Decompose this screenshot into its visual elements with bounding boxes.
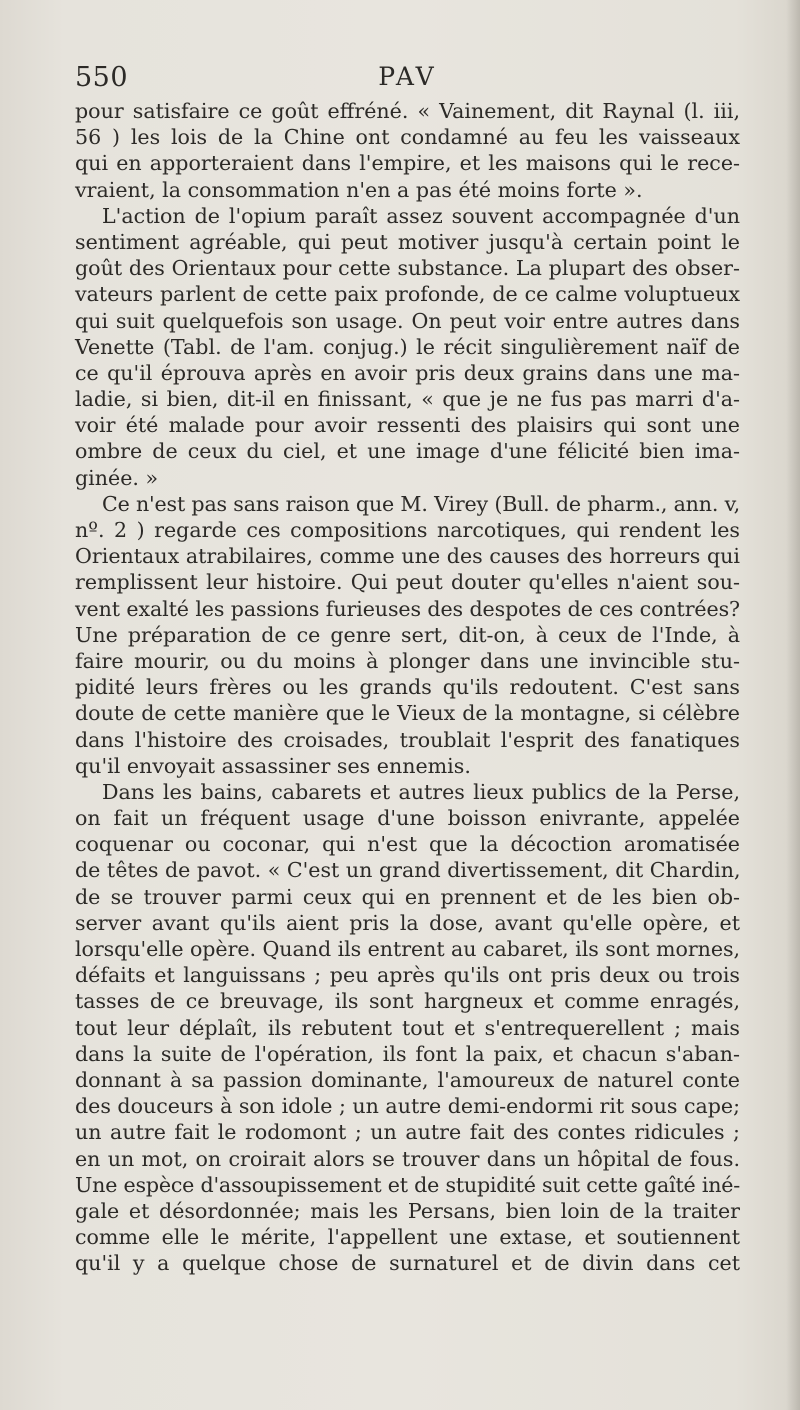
body-text [75,98,740,1276]
text-line: dans la suite de l'opération, ils font la paix, et chacun s'aban- [75,1041,740,1066]
page-fold-shadow [786,0,800,1410]
text-line: vent exalté les passions furieuses des despotes de ces contrées? [75,596,740,621]
text-line: pidité leurs frères ou les grands qu'ils redoutent. C'est sans [75,675,740,700]
text-line: Ce n'est pas sans raison que M. Virey (Bull. de pharm., ann. v, [102,491,740,516]
text-line: défaits et languissans ; peu après qu'ils ont pris deux ou trois [75,963,740,988]
text-line: Dans les bains, cabarets et autres lieux publics de la Perse, [102,779,740,804]
text-line: vateurs parlent de cette paix profonde, de ce calme voluptueux [75,282,740,307]
text-line: Orientaux atrabilaires, comme une des causes des horreurs qui [75,544,740,569]
text-line: coquenar ou coconar, qui n'est que la décoction aromatisée [75,832,740,857]
text-line: qui en apporteraient dans l'empire, et les maisons qui le rece- [75,151,740,176]
text-line: des douceurs à son idole ; un autre demi-endormi rit sous cape; [75,1094,740,1119]
text-line: remplissent leur histoire. Qui peut douter qu'elles n'aient sou- [75,570,740,595]
text-line: faire mourir, ou du moins à plonger dans une invincible stu- [75,648,740,673]
text-line: Une espèce d'assoupissement et de stupidité suit cette gaîté iné- [75,1172,741,1197]
text-line: en un mot, on croirait alors se trouver dans un hôpital de fous. [75,1146,740,1171]
text-line: qu'il y a quelque chose de surnaturel et de divin dans cet [75,1251,740,1276]
text-line: goût des Orientaux pour cette substance. La plupart des obser- [75,256,740,281]
text-line: de têtes de pavot. « C'est un grand divertissement, dit Chardin, [75,858,741,883]
text-line: ginée. » [75,465,159,490]
text-line: lorsqu'elle opère. Quand ils entrent au cabaret, ils sont mornes, [75,937,740,961]
text-line: donnant à sa passion dominante, l'amoureux de naturel conte [75,1067,740,1092]
text-line: de se trouver parmi ceux qui en prennent et de les bien ob- [75,884,740,909]
text-line: vraient, la consommation n'en a pas été moins forte ». [75,177,643,202]
text-line: un autre fait le rodomont ; un autre fait des contes ridicules ; [75,1120,740,1145]
text-line: server avant qu'ils aient pris la dose, avant qu'elle opère, et [75,910,740,935]
text-line: gale et désordonnée; mais les Persans, bien loin de la traiter [75,1198,740,1223]
text-line: tasses de ce breuvage, ils sont hargneux et comme enragés, [75,989,740,1014]
text-line: pour satisfaire ce goût effréné. « Vainement, dit Raynal (l. iii, [75,99,740,123]
text-line: ce qu'il éprouva après en avoir pris deux grains dans une ma- [75,360,740,385]
text-line: sentiment agréable, qui peut motiver jusqu'à certain point le [75,229,740,254]
text-line: doute de cette manière que le Vieux de la montagne, si célèbre [75,701,740,726]
text-line: qu'il envoyait assassiner ses ennemis. [75,753,471,778]
page-header [75,62,740,98]
text-line: ladie, si bien, dit-il en finissant, « que je ne fus pas marri d'a- [75,387,740,412]
text-line: L'action de l'opium paraît assez souvent accompagnée d'un [102,203,740,228]
text-line: 56 ) les lois de la Chine ont condamné au feu les vaisseaux [75,125,740,150]
text-line: voir été malade pour avoir ressenti des plaisirs qui sont une [75,413,740,438]
text-line: tout leur déplaît, ils rebutent tout et s'entrequerellent ; mais [75,1015,740,1040]
running-head: PAV [378,62,437,91]
text-line: ombre de ceux du ciel, et une image d'une félicité bien ima- [75,439,740,464]
page-number: 550 [75,62,129,93]
text-line: nº. 2 ) regarde ces compositions narcotiques, qui rendent les [75,518,740,542]
text-line: Venette (Tabl. de l'am. conjug.) le récit singulièrement naïf de [75,334,740,359]
text-line: comme elle le mérite, l'appellent une extase, et soutiennent [75,1225,740,1250]
text-line: Une préparation de ce genre sert, dit-on, à ceux de l'Inde, à [75,622,740,647]
text-line: on fait un fréquent usage d'une boisson enivrante, appelée [75,806,740,831]
text-line: dans l'histoire des croisades, troublait l'esprit des fanatiques [75,727,740,752]
text-line: qui suit quelquefois son usage. On peut voir entre autres dans [75,308,740,333]
